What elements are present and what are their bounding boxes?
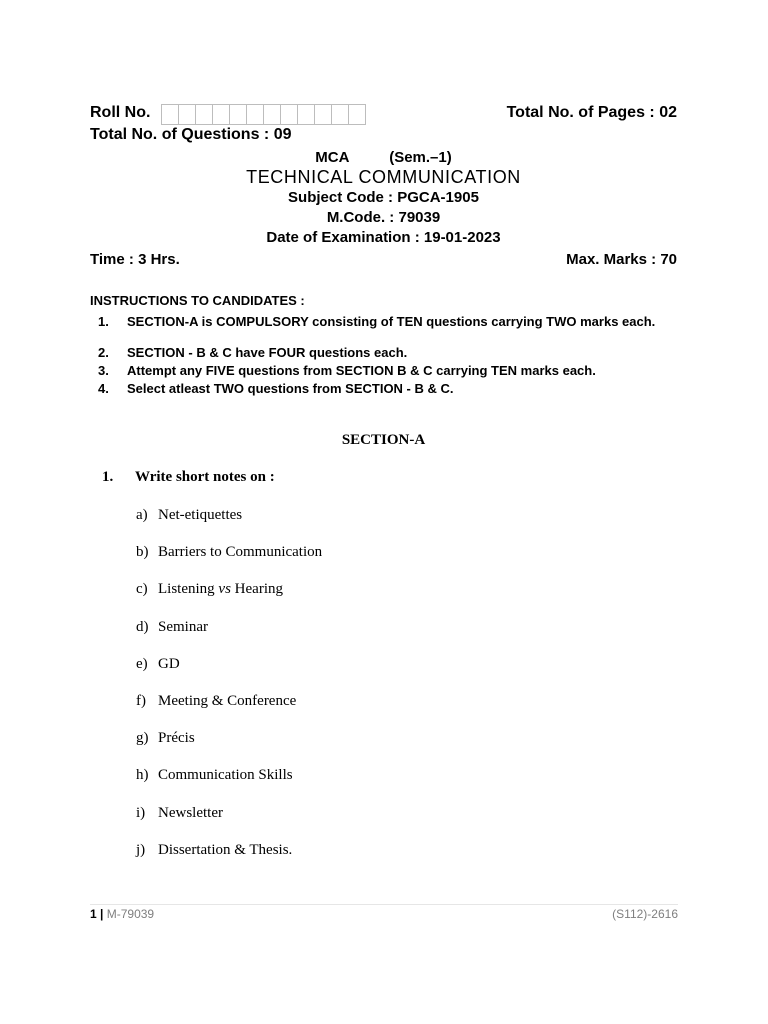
- question-number: 1.: [102, 469, 114, 485]
- footer-code-left: M-79039: [106, 907, 155, 921]
- list-item: f) Meeting & Conference: [136, 693, 297, 709]
- header-row-time: [90, 251, 677, 268]
- exam-date: Date of Examination : 19-01-2023: [266, 229, 501, 246]
- total-pages: Total No. of Pages : 02: [506, 104, 677, 121]
- list-item: b) Barriers to Communication: [136, 544, 323, 560]
- page-number: 1: [90, 907, 97, 921]
- list-item: j) Dissertation & Thesis.: [136, 842, 293, 858]
- list-item: d) Seminar: [136, 619, 208, 635]
- list-item: e) GD: [136, 656, 180, 672]
- list-item: c) Listening vs Hearing: [136, 581, 283, 597]
- max-marks: Max. Marks : 70: [566, 251, 677, 268]
- roll-no-label: Roll No.: [90, 104, 151, 121]
- subject-title: TECHNICAL COMMUNICATION: [246, 167, 521, 187]
- program-line: [90, 149, 677, 166]
- list-item: g) Précis: [136, 730, 195, 746]
- list-item: h) Communication Skills: [136, 767, 293, 783]
- m-code: M.Code. : 79039: [326, 209, 441, 226]
- total-questions: Total No. of Questions : 09: [90, 126, 292, 143]
- roll-no-boxes[interactable]: [161, 104, 366, 125]
- subject-code: Subject Code : PGCA-1905: [288, 189, 479, 206]
- question-1: [102, 469, 275, 486]
- program: MCA: [315, 149, 349, 166]
- instructions-heading: INSTRUCTIONS TO CANDIDATES :: [90, 293, 305, 308]
- list-item: i) Newsletter: [136, 805, 223, 821]
- header-row-1: [90, 104, 677, 125]
- instruction-item: 3. Attempt any FIVE questions from SECTION B & C carrying TEN marks each.: [98, 363, 596, 378]
- footer-code-right: (S112)-2616: [612, 907, 678, 921]
- instruction-item: 4. Select atleast TWO questions from SECTION - B & C.: [98, 381, 454, 396]
- section-title: SECTION-A: [341, 432, 426, 448]
- time: Time : 3 Hrs.: [90, 251, 180, 268]
- footer-separator: |: [100, 907, 104, 921]
- roll-no-group: [90, 104, 366, 125]
- footer-divider: [90, 904, 678, 905]
- footer-left: [90, 907, 154, 921]
- question-text: Write short notes on :: [135, 469, 275, 485]
- instruction-item: 2. SECTION - B & C have FOUR questions each.: [98, 345, 408, 360]
- instruction-item: 1. SECTION-A is COMPULSORY consisting of TEN questions carrying TWO marks each.: [98, 314, 656, 329]
- footer: [90, 907, 678, 921]
- list-item: a) Net-etiquettes: [136, 507, 243, 523]
- semester: (Sem.–1): [389, 149, 452, 166]
